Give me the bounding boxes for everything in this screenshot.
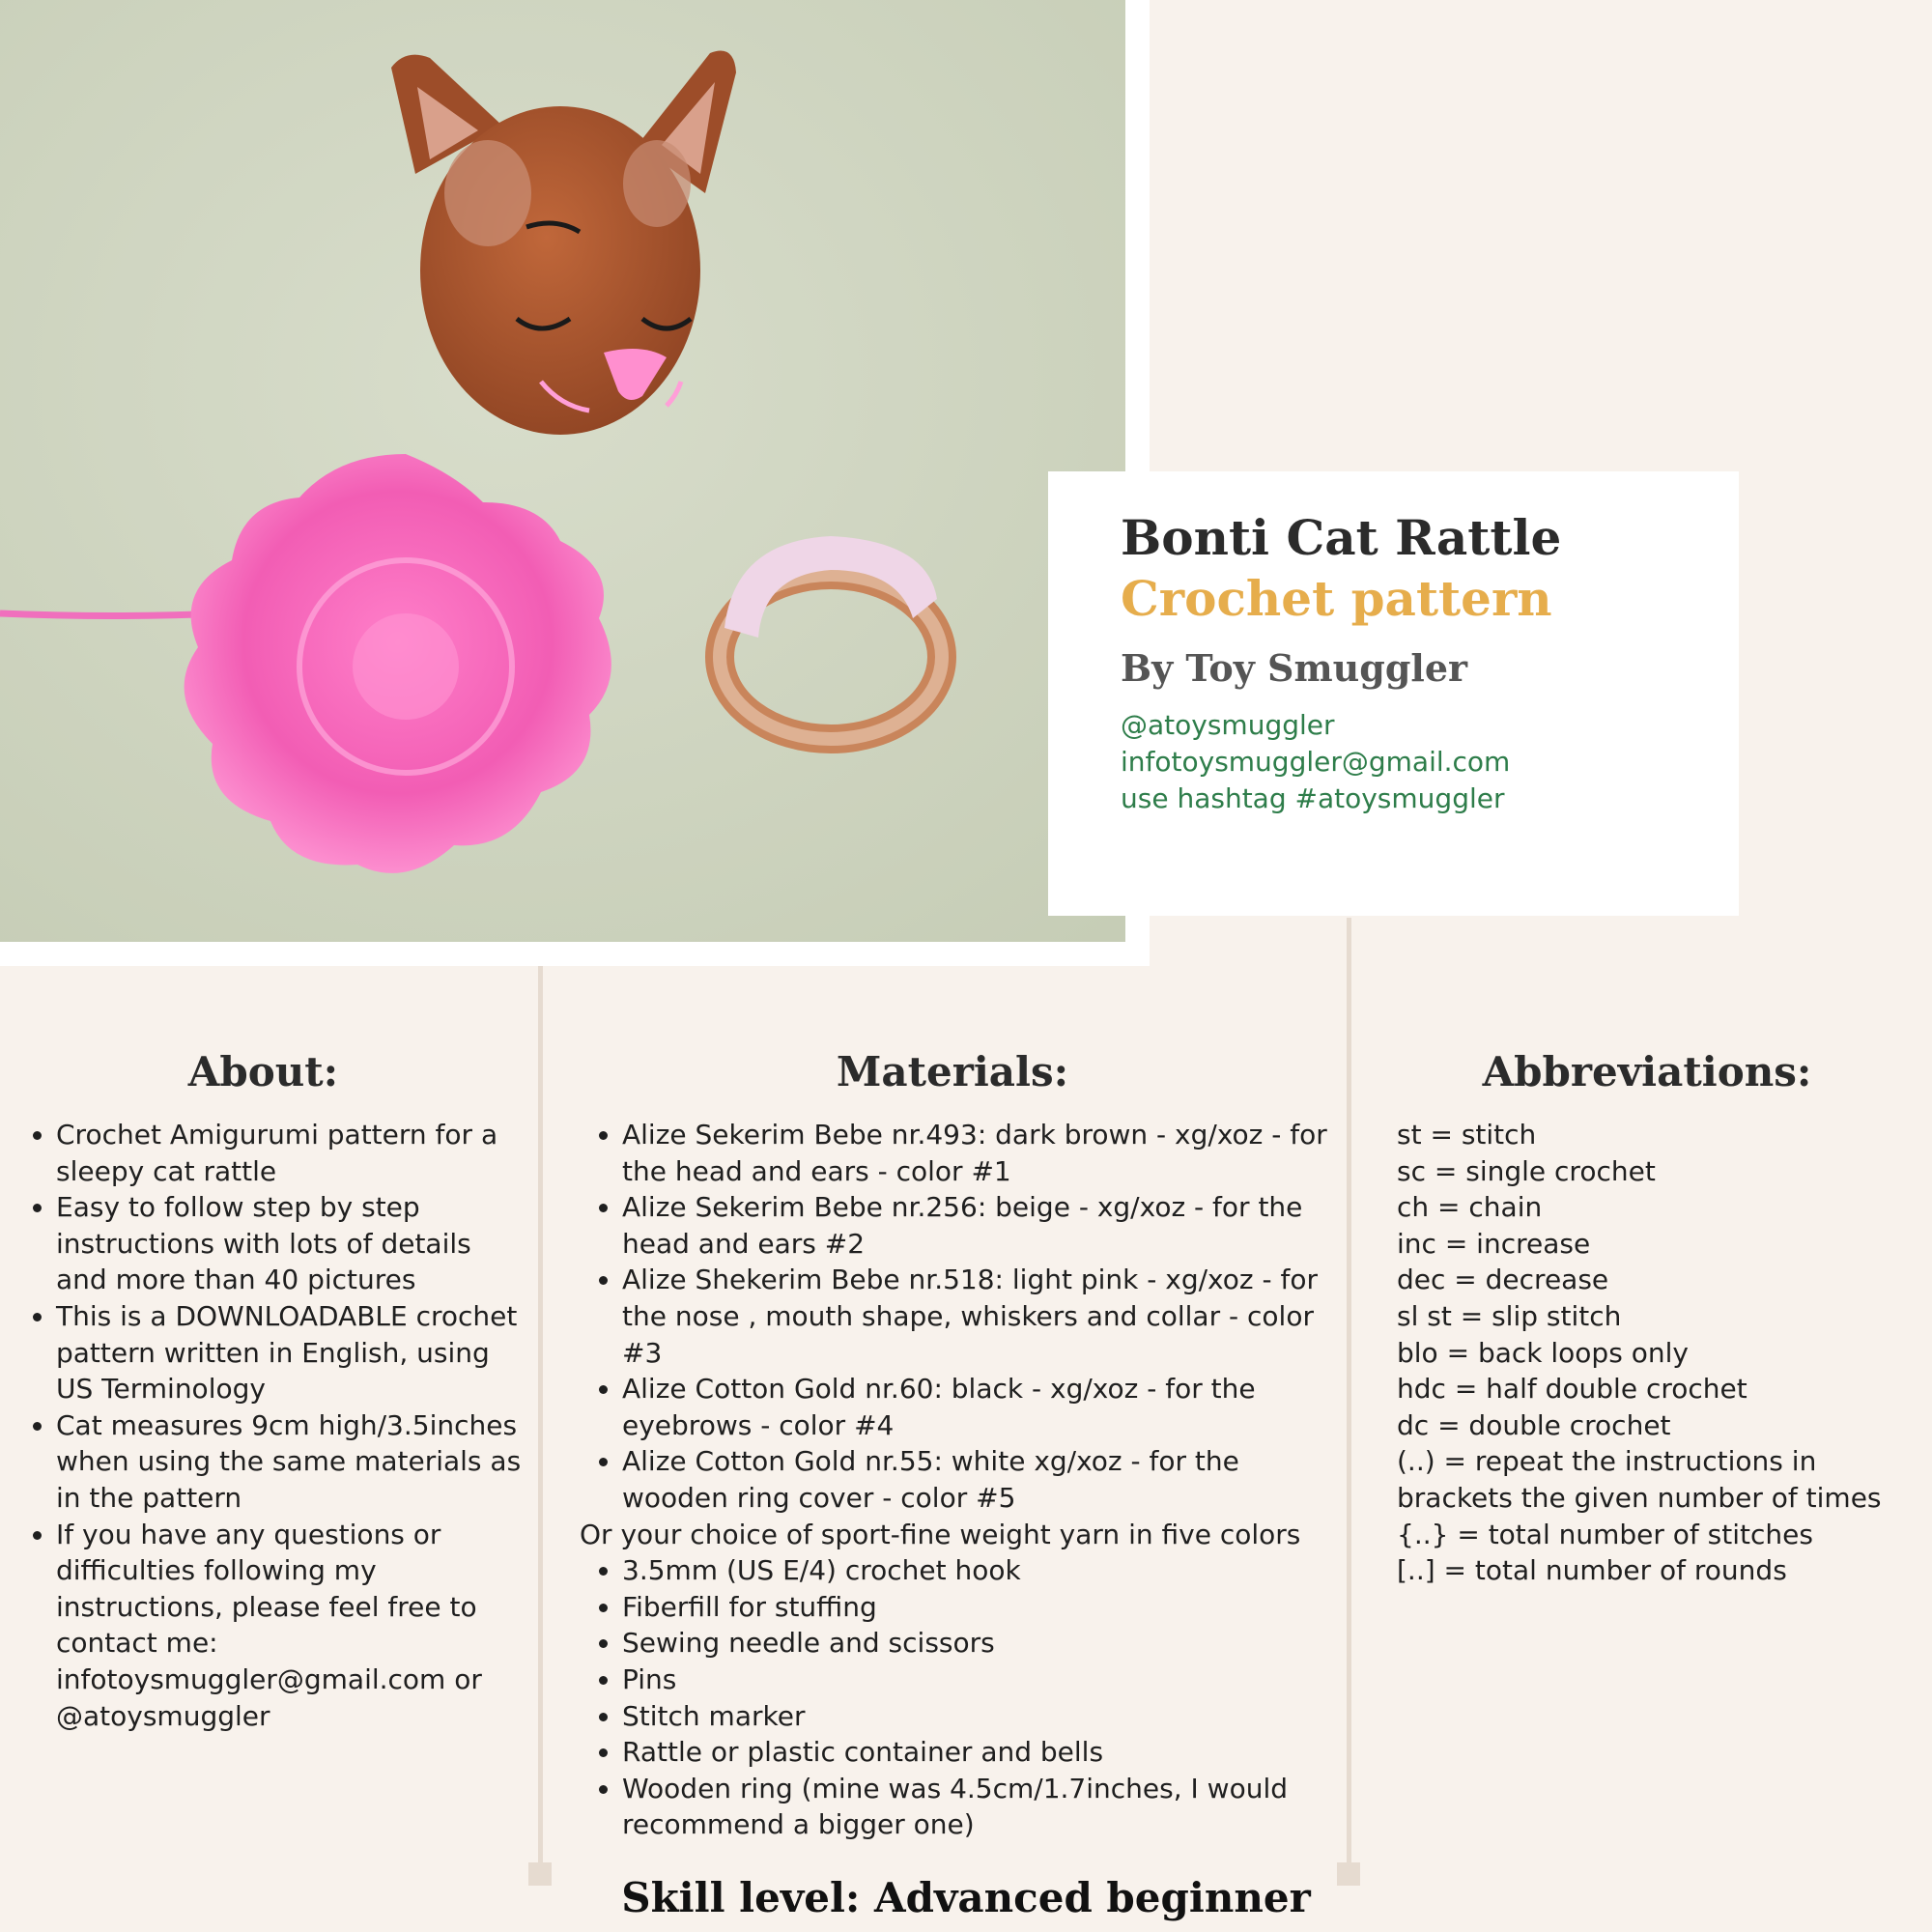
abbreviation-item: ch = chain [1397,1191,1543,1224]
abbreviations-list [1362,1117,1932,1589]
abbreviation-item: sl st = slip stitch [1397,1299,1622,1332]
tool-item: • Stitch marker [622,1698,1339,1735]
tool-item: • Wooden ring (mine was 4.5cm/1.7inches, I would recommend a bigger one) [622,1771,1339,1843]
yarn-note: Or your choice of sport-fine weight yarn in five colors [580,1518,1301,1550]
contact-instagram[interactable]: @atoysmuggler [1121,709,1335,741]
abbreviations-heading: Abbreviations: [1482,1048,1812,1095]
author-line: By Toy Smuggler [1121,646,1468,690]
contact-hashtag: use hashtag #atoysmuggler [1121,782,1505,814]
yarn-item: • Alize Shekerim Bebe nr.518: light pink - xg/xoz - for the nose , mouth shape, whiskers and collar - color #3 [622,1262,1339,1371]
about-item: • Cat measures 9cm high/3.5inches when using the same materials as in the pattern [56,1407,526,1517]
about-item: • This is a DOWNLOADABLE crochet pattern written in English, using US Terminology [56,1298,526,1407]
contact-email[interactable]: infotoysmuggler@gmail.com [1121,746,1511,778]
tool-item: • Pins [622,1662,1339,1698]
tool-item: • Sewing needle and scissors [622,1625,1339,1662]
abbreviation-item: st = stitch [1397,1119,1537,1151]
yarn-item: • Alize Cotton Gold nr.55: white xg/xoz - for the wooden ring cover - color #5 [622,1443,1339,1516]
tool-item: • Fiberfill for stuffing [622,1589,1339,1626]
about-item: • Easy to follow step by step instructions with lots of details and more than 40 pictures [56,1189,526,1298]
skill-level: Skill level: Advanced beginner [621,1874,1311,1921]
abbreviation-item: dc = double crochet [1397,1408,1671,1441]
about-list [0,1117,526,1734]
abbreviation-item: blo = back loops only [1397,1336,1689,1369]
about-item: • If you have any questions or difficulties following my instructions, please feel free to contact me: infotoysmuggler@gmail.com or @atoysmuggler [56,1517,526,1735]
yarn-item: • Alize Cotton Gold nr.60: black - xg/xoz - for the eyebrows - color #4 [622,1371,1339,1443]
yarn-list [566,1117,1339,1517]
abbreviation-item: [..] = total number of rounds [1397,1554,1787,1587]
abbreviation-item: inc = increase [1397,1227,1591,1260]
photo-frame [0,0,1150,966]
yarn-item: • Alize Sekerim Bebe nr.493: dark brown - xg/xoz - for the head and ears - color #1 [622,1117,1339,1189]
about-section [0,1048,526,1734]
abbreviation-item: {..} = total number of stitches [1397,1518,1813,1550]
yarn-item: • Alize Sekerim Bebe nr.256: beige - xg/xoz - for the head and ears #2 [622,1189,1339,1262]
abbreviation-item: sc = single crochet [1397,1154,1656,1187]
abbreviation-item: dec = decrease [1397,1264,1609,1296]
pattern-subtitle: Crochet pattern [1121,569,1552,627]
about-item: • Crochet Amigurumi pattern for a sleepy cat rattle [56,1117,526,1189]
abbreviation-item: hdc = half double crochet [1397,1373,1747,1406]
column-divider-left [538,966,543,1874]
tool-list [566,1552,1339,1843]
column-divider-right [1347,918,1351,1874]
materials-section [566,1048,1339,1843]
abbreviations-section [1362,1048,1932,1589]
about-heading: About: [187,1048,339,1095]
tool-item: • Rattle or plastic container and bells [622,1734,1339,1771]
product-photo [0,0,1125,942]
pattern-title: Bonti Cat Rattle [1121,509,1562,566]
abbreviation-item: (..) = repeat the instructions in brackets the given number of times [1397,1445,1882,1514]
title-card [1048,471,1739,916]
tool-item: • 3.5mm (US E/4) crochet hook [622,1552,1339,1589]
materials-heading: Materials: [836,1048,1069,1095]
